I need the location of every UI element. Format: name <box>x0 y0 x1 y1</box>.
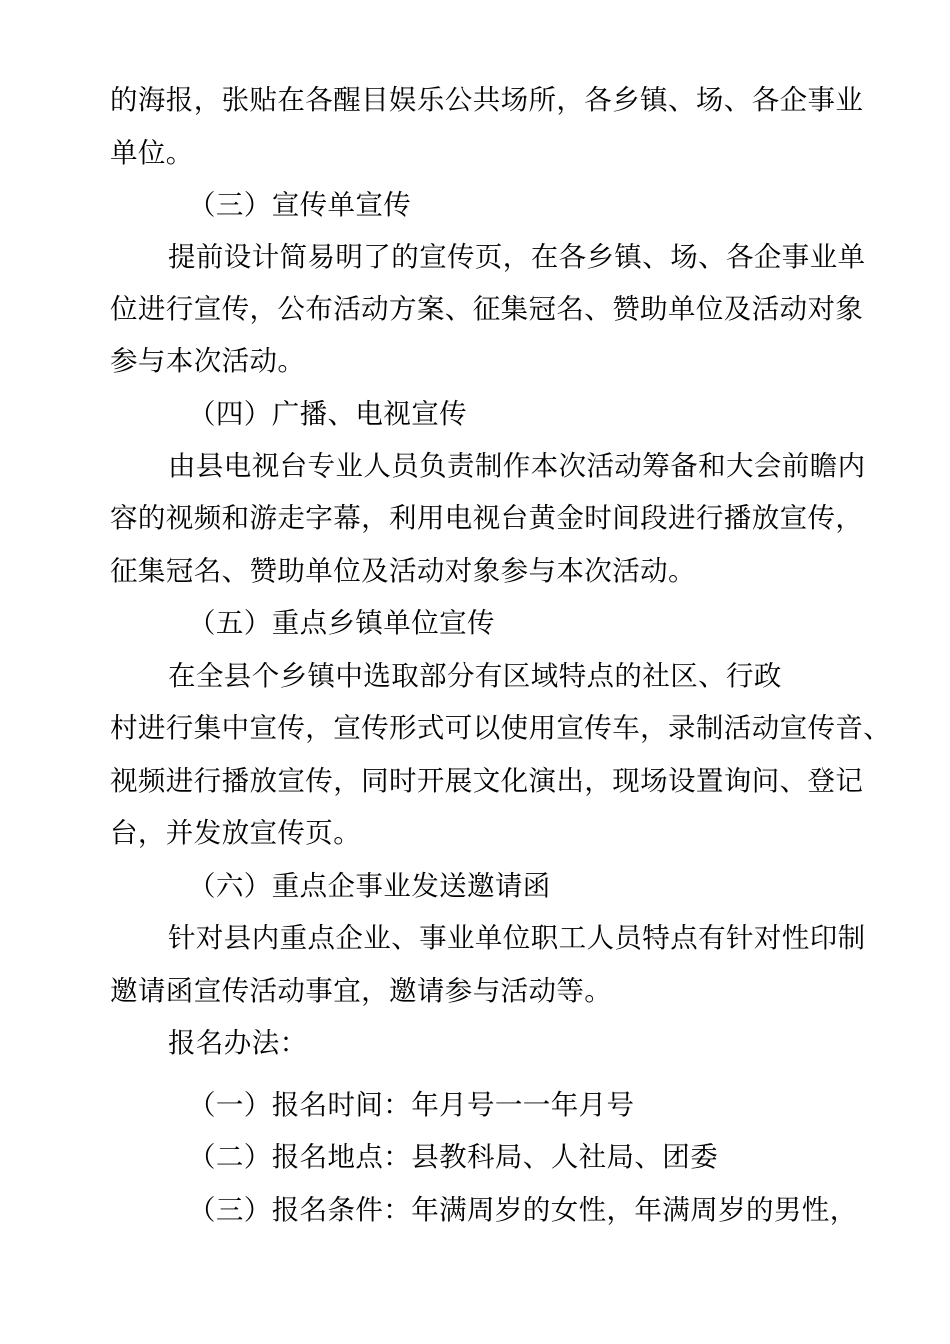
list-item: （一）报名时间：年月号一一年月号 <box>188 1089 635 1121</box>
section-heading: （五）重点乡镇单位宣传 <box>188 607 495 639</box>
text-line: 单位。 <box>110 137 194 169</box>
text-line: 台，并发放宣传页。 <box>110 817 362 849</box>
list-item: （二）报名地点：县教科局、人社局、团委 <box>188 1141 719 1173</box>
text-line: 村进行集中宣传，宣传形式可以使用宣传车，录制活动宣传音、 <box>110 712 892 744</box>
text-line: 参与本次活动。 <box>110 345 306 377</box>
text-line: 容的视频和游走字幕，利用电视台黄金时间段进行播放宣传， <box>110 502 864 534</box>
text-line: 的海报，张贴在各醒目娱乐公共场所，各乡镇、场、各企事业 <box>110 84 864 116</box>
section-heading: 报名办法： <box>168 1027 308 1059</box>
text-line: 视频进行播放宣传，同时开展文化演出，现场设置询问、登记 <box>110 765 864 797</box>
text-line: 针对县内重点企业、事业单位职工人员特点有针对性印制 <box>168 922 866 954</box>
section-heading: （六）重点企事业发送邀请函 <box>188 870 551 902</box>
text-line: 在全县个乡镇中选取部分有区域特点的社区、行政 <box>168 660 782 692</box>
list-item: （三）报名条件：年满周岁的女性，年满周岁的男性， <box>188 1194 858 1226</box>
text-line: 提前设计简易明了的宣传页，在各乡镇、场、各企事业单 <box>168 241 866 273</box>
text-line: 征集冠名、赞助单位及活动对象参与本次活动。 <box>110 555 696 587</box>
text-line: 邀请函宣传活动事宜，邀请参与活动等。 <box>110 975 613 1007</box>
text-line: 由县电视台专业人员负责制作本次活动筹备和大会前瞻内 <box>168 450 866 482</box>
section-heading: （四）广播、电视宣传 <box>188 398 467 430</box>
section-heading: （三）宣传单宣传 <box>188 189 412 221</box>
text-line: 位进行宣传，公布活动方案、征集冠名、赞助单位及活动对象 <box>110 293 864 325</box>
